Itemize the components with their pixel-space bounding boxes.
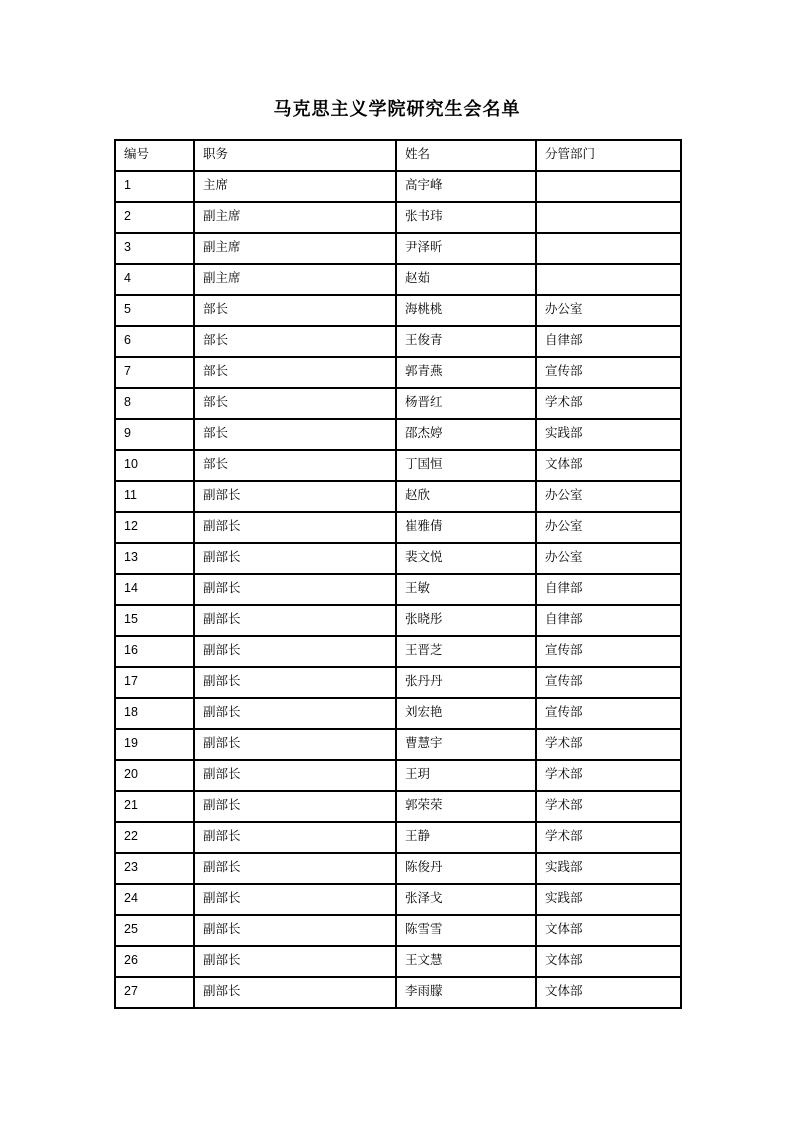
table-row bbox=[115, 171, 681, 202]
cell-name: 海桃桃 bbox=[396, 295, 536, 326]
cell-position: 副部长 bbox=[194, 512, 396, 543]
cell-name: 王文慧 bbox=[396, 946, 536, 977]
table-row bbox=[115, 853, 681, 884]
cell-department bbox=[536, 264, 681, 295]
cell-department: 自律部 bbox=[536, 574, 681, 605]
table-row bbox=[115, 264, 681, 295]
cell-position: 副部长 bbox=[194, 698, 396, 729]
table-row bbox=[115, 357, 681, 388]
roster-table bbox=[114, 139, 682, 1009]
cell-department: 学术部 bbox=[536, 822, 681, 853]
cell-position: 副部长 bbox=[194, 791, 396, 822]
cell-number: 3 bbox=[115, 233, 194, 264]
cell-name: 王晋芝 bbox=[396, 636, 536, 667]
cell-department: 宣传部 bbox=[536, 357, 681, 388]
cell-name: 王静 bbox=[396, 822, 536, 853]
cell-number: 1 bbox=[115, 171, 194, 202]
cell-position: 副部长 bbox=[194, 667, 396, 698]
cell-number: 10 bbox=[115, 450, 194, 481]
cell-name: 张丹丹 bbox=[396, 667, 536, 698]
cell-number: 23 bbox=[115, 853, 194, 884]
cell-position: 部长 bbox=[194, 450, 396, 481]
header-cell-name: 姓名 bbox=[396, 140, 536, 171]
cell-department: 实践部 bbox=[536, 419, 681, 450]
cell-department: 文体部 bbox=[536, 946, 681, 977]
cell-department bbox=[536, 171, 681, 202]
cell-name: 张书玮 bbox=[396, 202, 536, 233]
cell-department: 办公室 bbox=[536, 512, 681, 543]
cell-position: 副部长 bbox=[194, 915, 396, 946]
cell-name: 崔雅倩 bbox=[396, 512, 536, 543]
cell-number: 14 bbox=[115, 574, 194, 605]
cell-department: 办公室 bbox=[536, 295, 681, 326]
cell-number: 20 bbox=[115, 760, 194, 791]
table-row bbox=[115, 791, 681, 822]
table-row bbox=[115, 388, 681, 419]
cell-department: 实践部 bbox=[536, 853, 681, 884]
cell-number: 17 bbox=[115, 667, 194, 698]
table-row bbox=[115, 667, 681, 698]
cell-name: 曹慧宇 bbox=[396, 729, 536, 760]
cell-number: 13 bbox=[115, 543, 194, 574]
table-row bbox=[115, 481, 681, 512]
cell-position: 副部长 bbox=[194, 977, 396, 1008]
cell-number: 26 bbox=[115, 946, 194, 977]
header-cell-number: 编号 bbox=[115, 140, 194, 171]
table-row bbox=[115, 512, 681, 543]
cell-position: 主席 bbox=[194, 171, 396, 202]
cell-name: 赵欣 bbox=[396, 481, 536, 512]
cell-number: 24 bbox=[115, 884, 194, 915]
cell-position: 副部长 bbox=[194, 822, 396, 853]
table-row bbox=[115, 884, 681, 915]
cell-position: 副部长 bbox=[194, 636, 396, 667]
cell-number: 21 bbox=[115, 791, 194, 822]
cell-name: 王敏 bbox=[396, 574, 536, 605]
cell-name: 陈雪雪 bbox=[396, 915, 536, 946]
cell-department: 文体部 bbox=[536, 450, 681, 481]
cell-position: 副主席 bbox=[194, 202, 396, 233]
cell-department: 学术部 bbox=[536, 729, 681, 760]
cell-name: 赵茹 bbox=[396, 264, 536, 295]
cell-number: 22 bbox=[115, 822, 194, 853]
cell-position: 部长 bbox=[194, 388, 396, 419]
cell-position: 部长 bbox=[194, 419, 396, 450]
table-row bbox=[115, 636, 681, 667]
table-row bbox=[115, 822, 681, 853]
cell-department: 办公室 bbox=[536, 543, 681, 574]
cell-department: 宣传部 bbox=[536, 636, 681, 667]
cell-position: 副主席 bbox=[194, 264, 396, 295]
cell-name: 王玥 bbox=[396, 760, 536, 791]
table-row bbox=[115, 729, 681, 760]
table-row bbox=[115, 977, 681, 1008]
cell-department: 学术部 bbox=[536, 791, 681, 822]
cell-number: 27 bbox=[115, 977, 194, 1008]
cell-department bbox=[536, 202, 681, 233]
cell-position: 副部长 bbox=[194, 481, 396, 512]
table-row bbox=[115, 946, 681, 977]
cell-number: 6 bbox=[115, 326, 194, 357]
cell-number: 5 bbox=[115, 295, 194, 326]
cell-position: 副部长 bbox=[194, 574, 396, 605]
cell-position: 部长 bbox=[194, 326, 396, 357]
table-row bbox=[115, 295, 681, 326]
cell-name: 王俊青 bbox=[396, 326, 536, 357]
cell-name: 高宇峰 bbox=[396, 171, 536, 202]
cell-department: 文体部 bbox=[536, 977, 681, 1008]
header-row bbox=[115, 140, 681, 171]
cell-number: 8 bbox=[115, 388, 194, 419]
table-row bbox=[115, 419, 681, 450]
table-row bbox=[115, 915, 681, 946]
table-row bbox=[115, 574, 681, 605]
cell-name: 张泽戈 bbox=[396, 884, 536, 915]
cell-number: 9 bbox=[115, 419, 194, 450]
cell-department: 宣传部 bbox=[536, 698, 681, 729]
cell-department: 自律部 bbox=[536, 326, 681, 357]
cell-name: 邵杰婷 bbox=[396, 419, 536, 450]
cell-name: 陈俊丹 bbox=[396, 853, 536, 884]
cell-position: 副部长 bbox=[194, 729, 396, 760]
cell-position: 部长 bbox=[194, 357, 396, 388]
table-row bbox=[115, 543, 681, 574]
cell-number: 2 bbox=[115, 202, 194, 233]
cell-position: 部长 bbox=[194, 295, 396, 326]
cell-name: 丁国恒 bbox=[396, 450, 536, 481]
cell-number: 19 bbox=[115, 729, 194, 760]
table-row bbox=[115, 202, 681, 233]
cell-position: 副部长 bbox=[194, 760, 396, 791]
cell-department: 实践部 bbox=[536, 884, 681, 915]
cell-number: 15 bbox=[115, 605, 194, 636]
cell-position: 副部长 bbox=[194, 946, 396, 977]
cell-name: 张晓彤 bbox=[396, 605, 536, 636]
cell-name: 尹泽昕 bbox=[396, 233, 536, 264]
cell-department: 办公室 bbox=[536, 481, 681, 512]
page-title: 马克思主义学院研究生会名单 bbox=[273, 99, 521, 119]
cell-number: 7 bbox=[115, 357, 194, 388]
table-row bbox=[115, 698, 681, 729]
cell-name: 裴文悦 bbox=[396, 543, 536, 574]
cell-name: 刘宏艳 bbox=[396, 698, 536, 729]
cell-number: 4 bbox=[115, 264, 194, 295]
cell-position: 副部长 bbox=[194, 605, 396, 636]
table-row bbox=[115, 450, 681, 481]
header-cell-position: 职务 bbox=[194, 140, 396, 171]
cell-department bbox=[536, 233, 681, 264]
cell-department: 宣传部 bbox=[536, 667, 681, 698]
cell-name: 杨晋红 bbox=[396, 388, 536, 419]
cell-position: 副主席 bbox=[194, 233, 396, 264]
table-row bbox=[115, 326, 681, 357]
table-row bbox=[115, 233, 681, 264]
cell-position: 副部长 bbox=[194, 884, 396, 915]
table-row bbox=[115, 760, 681, 791]
header-cell-department: 分管部门 bbox=[536, 140, 681, 171]
cell-position: 副部长 bbox=[194, 853, 396, 884]
cell-department: 学术部 bbox=[536, 388, 681, 419]
cell-number: 12 bbox=[115, 512, 194, 543]
cell-number: 18 bbox=[115, 698, 194, 729]
cell-position: 副部长 bbox=[194, 543, 396, 574]
cell-department: 学术部 bbox=[536, 760, 681, 791]
cell-department: 自律部 bbox=[536, 605, 681, 636]
cell-name: 郭青燕 bbox=[396, 357, 536, 388]
cell-name: 李雨朦 bbox=[396, 977, 536, 1008]
cell-department: 文体部 bbox=[536, 915, 681, 946]
table-row bbox=[115, 605, 681, 636]
cell-name: 郭荣荣 bbox=[396, 791, 536, 822]
cell-number: 16 bbox=[115, 636, 194, 667]
cell-number: 11 bbox=[115, 481, 194, 512]
cell-number: 25 bbox=[115, 915, 194, 946]
